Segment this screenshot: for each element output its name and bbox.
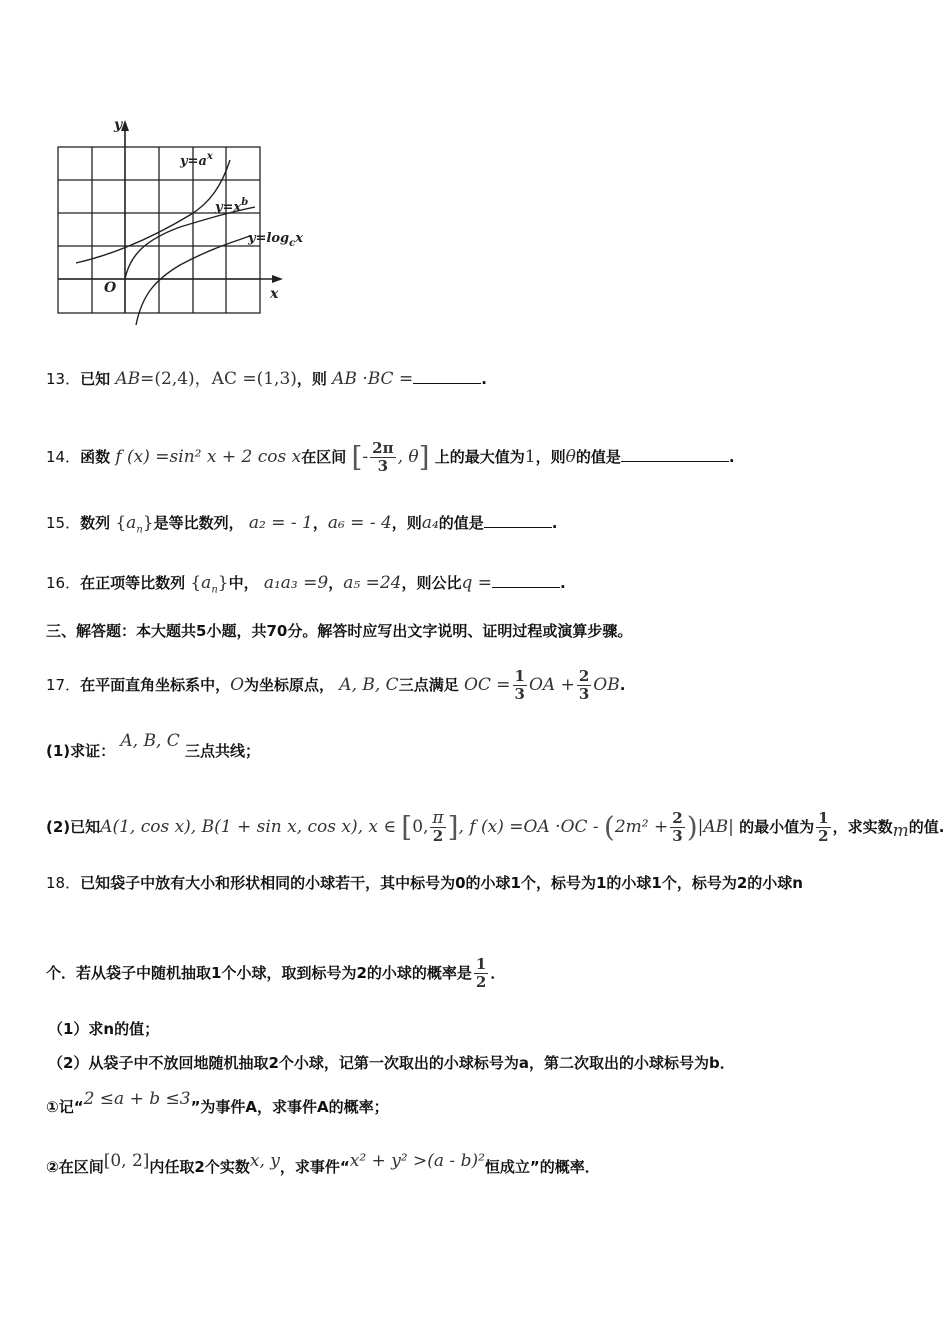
q13-text: 已知 [80,370,111,388]
q17-period: . [619,676,626,694]
q17-2-points: A(1, cos x), B(1 + sin x, cos x), x ∈ [100,817,397,837]
q15-period: . [551,514,558,532]
q16-target: q = [461,573,493,593]
q17-2-text: 已知 [70,818,101,836]
q14-period: . [728,448,735,466]
answer-blank [492,573,560,588]
answer-blank [621,447,729,462]
part-label: (2) [46,818,71,836]
question-18-line-2 [46,956,505,991]
question-18-part-2: （2）从袋子中不放回地随机抽取2个小球，记第一次取出的小球标号为a，第二次取出的小球标号为b． [48,1054,735,1072]
q14-theta: θ [565,447,576,467]
q16-period: . [560,574,566,592]
question-17-part-2 [46,810,944,845]
q14-text-max: 上的最大值为 [434,448,525,466]
q17-origin: O [230,675,245,695]
question-number: 14． [46,448,81,466]
q18-s2-text-mid: 内任取2个实数 [149,1158,250,1176]
abs-bar-icon: | [728,817,734,837]
q15-text-then: ，则 [391,514,422,532]
q14-function: f (x) =sin² x + 2 cos x [115,447,302,467]
q14-text: 函数 [80,448,111,466]
bracket-left-icon: [ [351,440,363,474]
q14-text-interval: 在区间 [301,448,347,466]
question-18-part-1: （1）求n的值； [48,1020,160,1038]
q17-text-origin: 为坐标原点， [244,676,335,694]
q17-2-text-find: ，求实数 [832,818,893,836]
question-18-line-1 [46,872,803,894]
question-13 [46,368,487,390]
q17-1-text-collinear: 三点共线； [185,742,261,760]
part-label: (1) [46,742,71,760]
question-14 [46,440,735,475]
q16-cond-2: a₅ =24 [343,573,402,593]
question-number: 15． [46,514,81,532]
q17-oc: OC = [463,675,511,695]
q17-2-m: m [892,821,909,841]
label-exponential: $y=a^x$ [180,151,213,169]
q13-given: =(2,4)，AC =(1,3) [140,369,297,389]
q18-s2-text: ②在区间 [46,1158,104,1176]
q15-cond-2: a₆ = - 4 [327,513,392,533]
paren-right-icon: ) [686,810,698,844]
q17-text: 在平面直角坐标系中， [80,676,231,694]
q15-sep: ， [312,514,328,532]
q17-oa: OA + [528,675,575,695]
q16-text: 在正项等比数列 [80,574,186,592]
q15-text-geo: 是等比数列， [153,514,244,532]
q17-2-interval-fraction: $\frac{\pi}{2}$ [432,808,444,845]
abs-bar-icon: | [697,817,704,837]
q15-text: 数列 [80,514,111,532]
question-number: 17． [46,676,81,694]
section-3-heading: 三、解答题：本大题共5小题，共70分。解答时应写出文字说明、证明过程或演算步骤。 [46,622,633,640]
question-number: 16． [46,574,81,592]
q18-s1-text-post: ”为事件A，求事件A的概率； [190,1098,389,1116]
q17-ob: OB [593,675,620,695]
question-15 [46,512,557,541]
question-17-part-1 [46,731,261,762]
q17-fraction-1: $\frac{1}{3}$ [514,667,525,703]
answer-blank [484,513,552,528]
q17-1-text: 求证： [70,742,116,760]
q16-sequence: $\{a_n\}$ [190,573,229,596]
q17-2-text-min: 的最小值为 [739,818,815,836]
q18-s2-vars: x, y [249,1151,280,1171]
bracket-left-icon: [ [401,810,413,844]
q18-s2-interval: [0, 2] [103,1151,150,1171]
q17-fraction-2: $\frac{2}{3}$ [578,667,590,703]
answer-blank [413,369,481,384]
x-axis-label: x [270,286,279,302]
q15-cond-1: a₂ = - 1 [248,513,313,533]
y-axis-arrow-icon [121,120,129,131]
q17-1-points: A, B, C [120,731,180,751]
question-18-subpart-1 [46,1089,389,1118]
q17-2-function: , f (x) =OA ·OC - [458,817,599,837]
q18-s2-text-event: ，求事件“ [279,1158,350,1176]
q18-s2-math: x² + y² >(a - b)² [349,1151,485,1171]
question-number: 13． [46,370,81,388]
question-17 [46,668,625,703]
q17-2-m-fraction: $\frac{2}{3}$ [672,809,683,845]
curve-power [125,207,255,279]
q16-text-in: 中， [228,574,259,592]
question-16 [46,572,566,601]
q15-text-value: 的值是 [438,514,484,532]
bracket-right-icon: ] [418,440,430,474]
q15-target: a₄ [421,513,439,533]
label-logarithm: $y=\log_cx$ [248,231,304,249]
q14-interval-minus: - [362,447,369,467]
q13-expression: AB ·BC = [332,369,414,389]
q18-probability-fraction: $\frac{1}{2}$ [475,955,487,991]
y-axis-label: y [114,117,123,133]
q17-2-min-fraction: $\frac{1}{2}$ [818,809,829,845]
q14-text-value: 的值是 [575,448,621,466]
q18-s2-text-post: 恒成立”的概率． [484,1158,600,1176]
q17-2-ab: AB [703,817,729,837]
q18-text-1: 已知袋子中放有大小和形状相同的小球若干，其中标号为0的小球1个，标号为1的小球1个，标号为2的小球n [80,874,803,892]
q16-sep: ， [328,574,344,592]
q17-2-m-term: 2m² + [614,817,669,837]
q14-text-then: ，则 [535,448,566,466]
q17-2-text-value: 的值. [908,818,945,836]
x-axis-arrow-icon [272,275,283,283]
q18-text-2: 个．若从袋子中随机抽取1个小球，取到标号为2的小球的概率是 [46,964,472,982]
q17-points: A, B, C [339,675,399,695]
question-18-subpart-2 [46,1151,600,1178]
function-graph-figure [50,115,304,325]
question-number: 18． [46,874,81,892]
q14-interval-theta: , θ [397,447,419,467]
graph-grid [58,147,260,313]
q14-max-value: 1 [524,447,536,467]
label-power: $y=x^b$ [215,197,249,215]
q13-text-mid: ，则 [296,370,327,388]
q18-period: ． [490,964,506,982]
q13-vector-ab: AB [115,369,141,389]
q14-interval-fraction: $\frac{2\pi}{3}$ [372,439,394,475]
q17-text-satisfy: 三点满足 [398,676,459,694]
paren-left-icon: ( [603,810,615,844]
bracket-right-icon: ] [447,810,459,844]
curve-exponential [76,160,230,263]
q16-cond-1: a₁a₃ =9 [263,573,329,593]
q16-text-ratio: ，则公比 [401,574,462,592]
q13-period: . [481,370,487,388]
q17-2-interval-zero: 0, [412,817,429,837]
q15-sequence: $\{a_n\}$ [115,513,154,536]
q18-s1-text: ①记“ [46,1098,84,1116]
origin-label: O [104,280,117,296]
q18-s1-math: 2 ≤a + b ≤3 [83,1089,191,1109]
